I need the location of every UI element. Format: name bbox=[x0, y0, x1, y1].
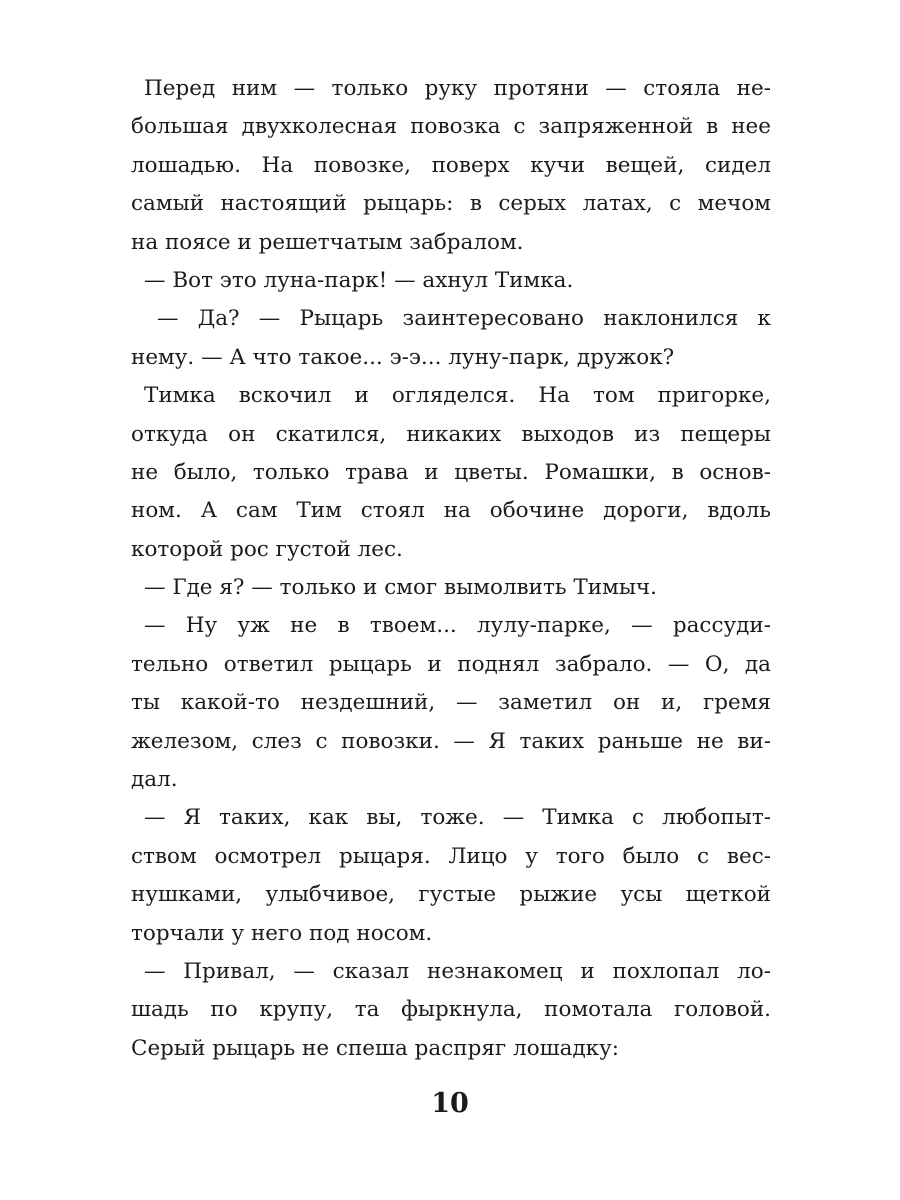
text-line: шадь по крупу, та фыркнула, помотала головой. bbox=[131, 997, 771, 1023]
text-line: лошадью. На повозке, поверх кучи вещей, сидел bbox=[131, 152, 771, 178]
paragraph bbox=[131, 799, 771, 953]
text-line: ном. А сам Тим стоял на обочине дороги, вдоль bbox=[131, 498, 771, 524]
text-line: торчали у него под носом. bbox=[131, 920, 433, 946]
text-line: — Ну уж не в твоем... лулу-парке, — рассуди- bbox=[144, 613, 771, 639]
text-line: Тимка вскочил и огляделся. На том пригорке, bbox=[144, 383, 771, 409]
paragraph bbox=[131, 70, 771, 262]
text-line: — Да? — Рыцарь заинтересовано наклонился к bbox=[157, 306, 771, 332]
text-line: нему. — А что такое... э-э... луну-парк, дружок? bbox=[131, 344, 675, 370]
text-line: Серый рыцарь не спеша распряг лошадку: bbox=[131, 1035, 620, 1061]
text-line: большая двухколесная повозка с запряженной в нее bbox=[131, 114, 771, 140]
text-line: — Я таких, как вы, тоже. — Тимка с любопыт- bbox=[144, 805, 771, 831]
text-line: которой рос густой лес. bbox=[131, 536, 403, 562]
text-line: железом, слез с повозки. — Я таких раньше не ви- bbox=[131, 728, 771, 754]
page-number: 10 bbox=[431, 1088, 469, 1119]
text-line: — Привал, — сказал незнакомец и похлопал ло- bbox=[144, 958, 771, 984]
text-line: нушками, улыбчивое, густые рыжие усы щеткой bbox=[131, 882, 771, 908]
text-line: — Вот это луна-парк! — ахнул Тимка. bbox=[144, 267, 574, 293]
body-text bbox=[131, 70, 771, 1068]
text-line: ством осмотрел рыцаря. Лицо у того было с вес- bbox=[131, 843, 771, 869]
paragraph bbox=[131, 569, 771, 607]
text-line: не было, только трава и цветы. Ромашки, в основ- bbox=[131, 459, 771, 485]
text-line: тельно ответил рыцарь и поднял забрало. — О, да bbox=[131, 651, 771, 677]
text-line: дал. bbox=[131, 767, 178, 793]
paragraph bbox=[131, 262, 771, 300]
paragraph bbox=[131, 377, 771, 569]
paragraph bbox=[131, 607, 771, 799]
paragraph bbox=[131, 300, 771, 377]
text-line: самый настоящий рыцарь: в серых латах, с мечом bbox=[131, 191, 771, 217]
text-line: Перед ним — только руку протяни — стояла не- bbox=[144, 76, 771, 101]
text-line: откуда он скатился, никаких выходов из пещеры bbox=[131, 421, 771, 447]
text-line: — Где я? — только и смог вымолвить Тимыч. bbox=[144, 575, 657, 601]
text-line: на поясе и решетчатым забралом. bbox=[131, 229, 524, 255]
paragraph bbox=[131, 953, 771, 1068]
text-line: ты какой-то нездешний, — заметил он и, гремя bbox=[131, 690, 771, 716]
